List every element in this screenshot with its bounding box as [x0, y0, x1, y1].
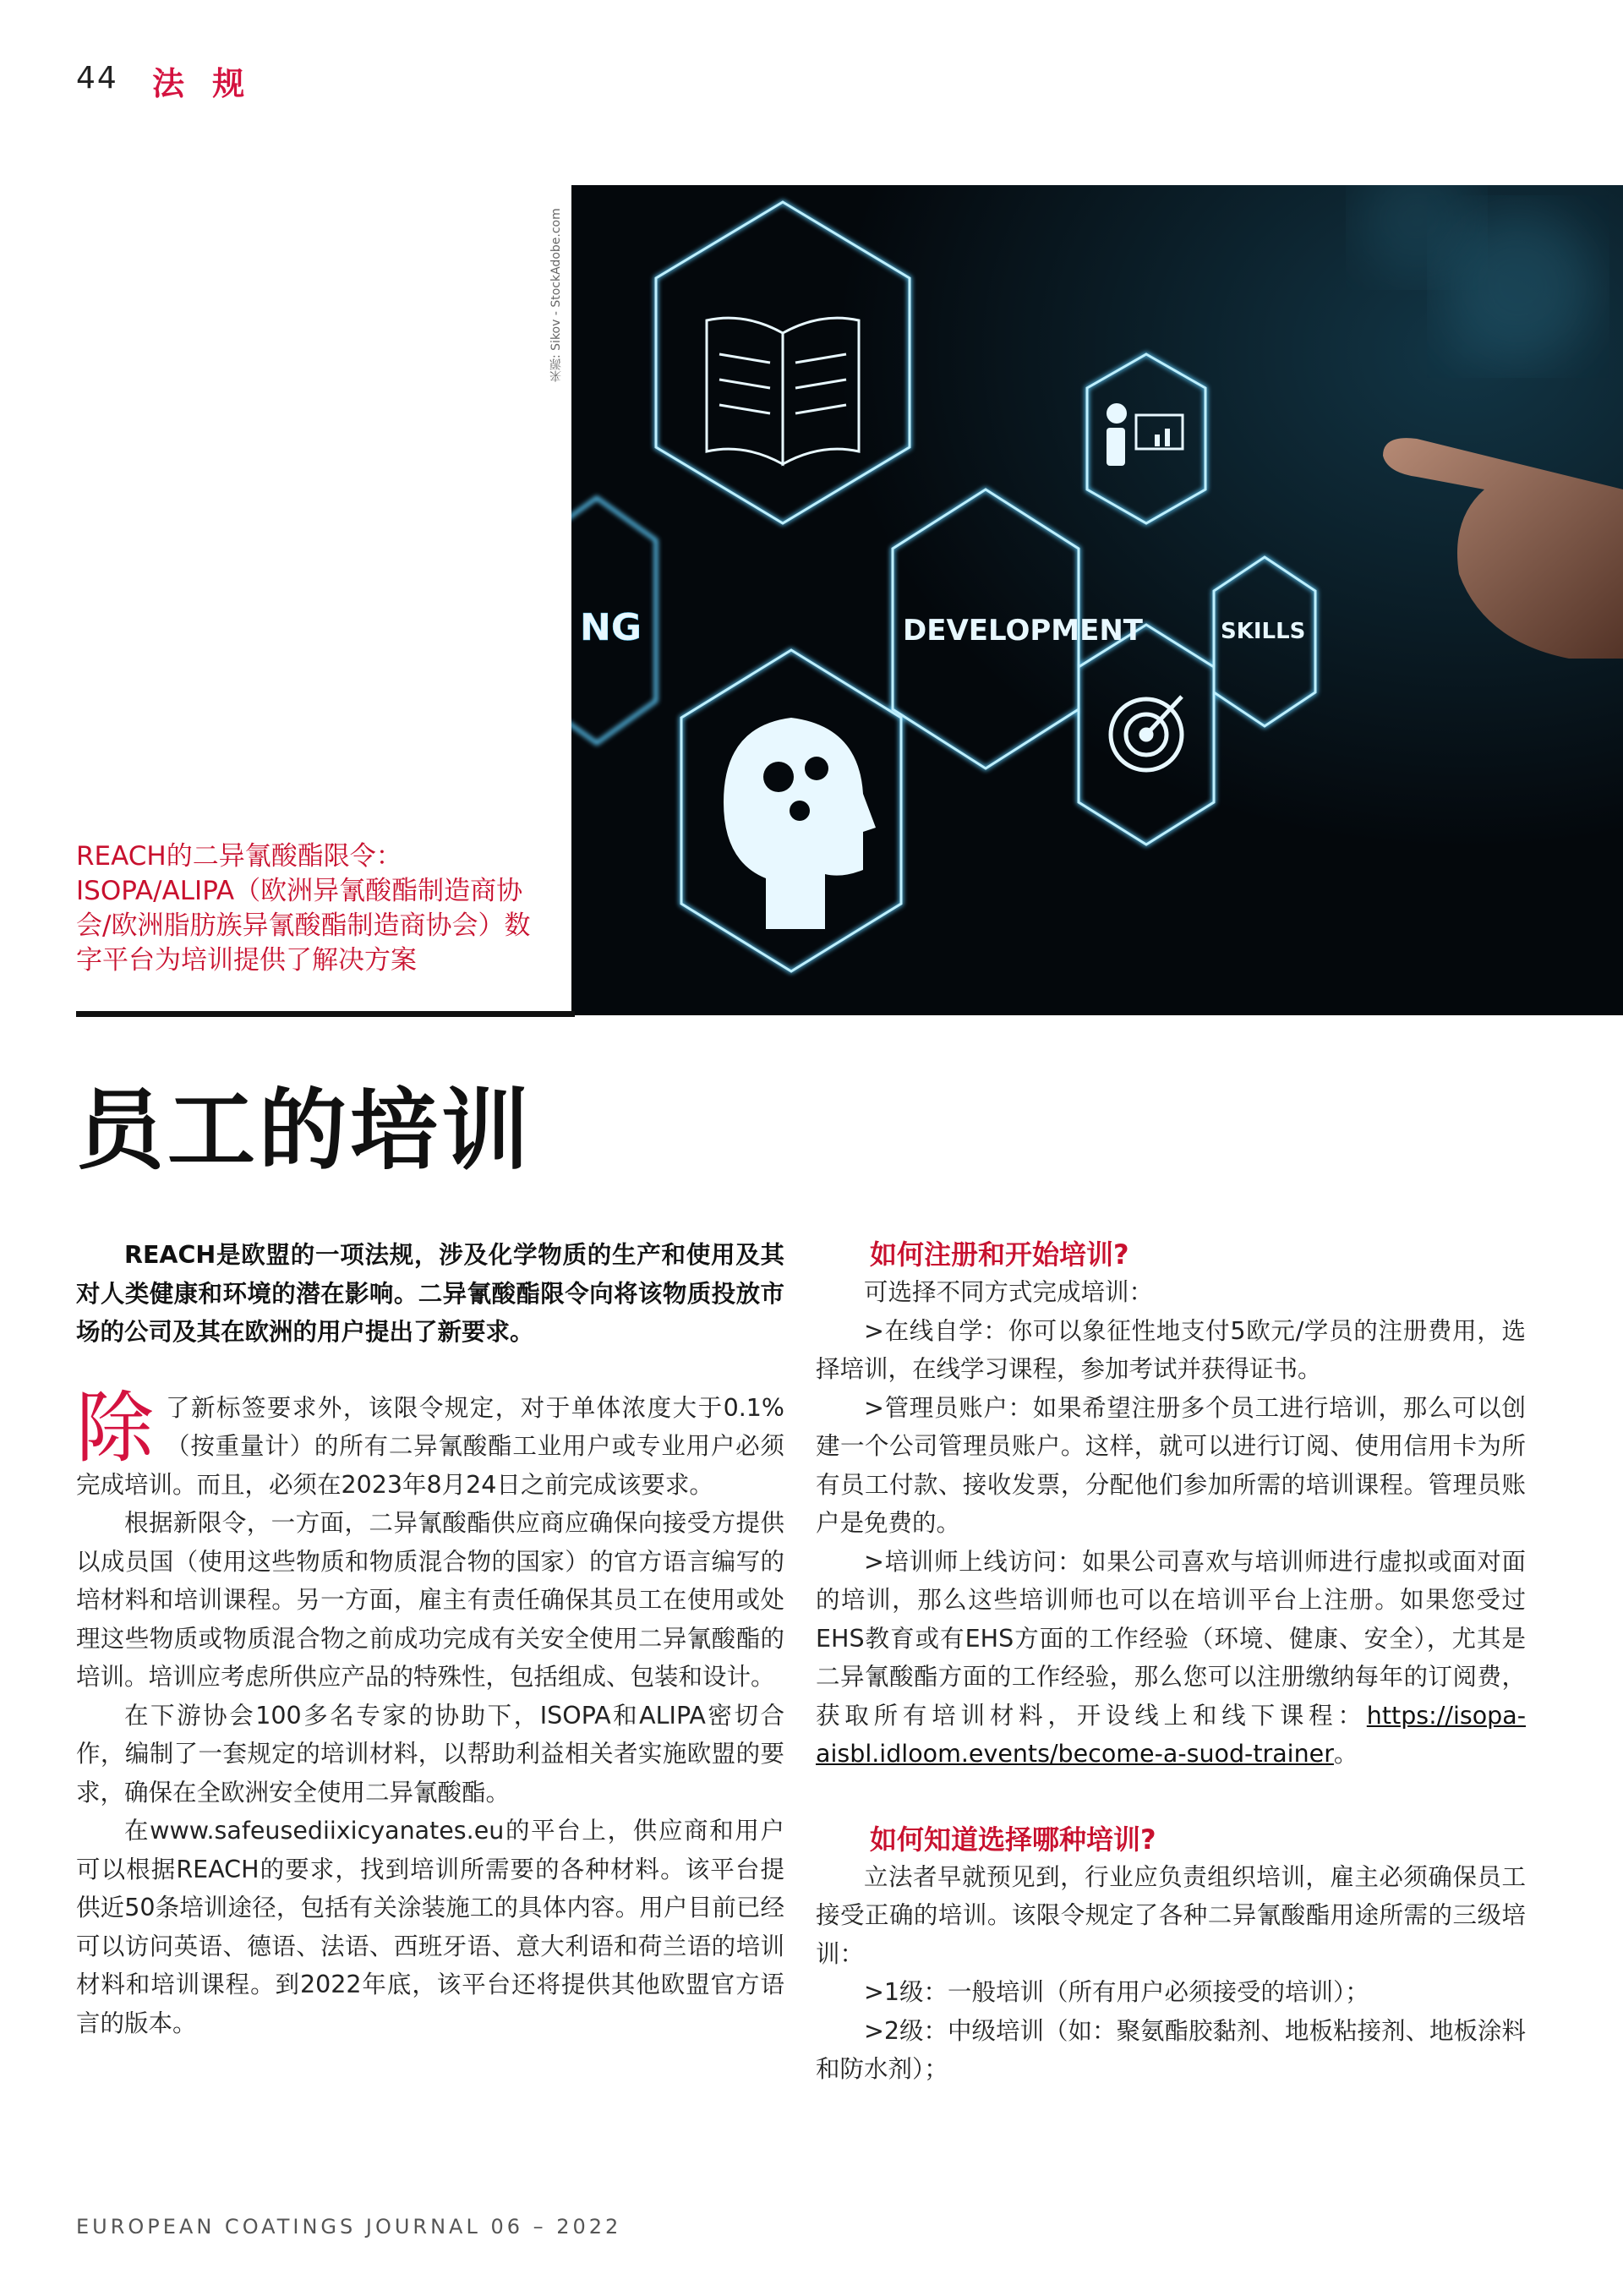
hero-label-left: NG — [580, 606, 642, 649]
page-number: 44 — [76, 61, 118, 96]
left-column — [76, 1236, 784, 2042]
hero-label-right: SKILLS — [1221, 619, 1306, 644]
right-paragraph-4-text: >培训师上线访问：如果公司喜欢与培训师进行虚拟或面对面的培训，那么这些培训师也可以在培训平台上注册。如果您受过EHS教育或有EHS方面的工作经验（环境、健康、安全），尤其是二异氰酸酯方面的工作经验，那么您可以注册缴纳每年的订阅费，获取所有培训材料，开设线上和线下课程： — [816, 1547, 1526, 1730]
paragraph-2: 根据新限令，一方面，二异氰酸酯供应商应确保向接受方提供以成员国（使用这些物质和物质混合物的国家）的官方语言编写的培材料和培训课程。另一方面，雇主有责任确保其员工在使用或处理这些物质或物质混合物之前成功完成有关安全使用二异氰酸酯的培训。培训应考虑所供应产品的特殊性，包括组成、包装和设计。 — [76, 1509, 784, 1691]
subhead-choose: 如何知道选择哪种培训? — [870, 1823, 1156, 1856]
right-paragraph-3: >管理员账户：如果希望注册多个员工进行培训，那么可以创建一个公司管理员账户。这样，就可以进行订阅、使用信用卡为所有员工付款、接收发票，分配他们参加所需的培训课程。管理员账户是免费的。 — [816, 1393, 1526, 1537]
paragraph-1-text: 了新标签要求外，该限令规定，对于单体浓度大于0.1%（按重量计）的所有二异氰酸酯工业用户或专业用户必须完成培训。而且，必须在2023年8月24日之前完成该要求。 — [76, 1393, 784, 1499]
right-paragraph-6: >1级：一般培训（所有用户必须接受的培训）； — [864, 1978, 1369, 2006]
trainer-link[interactable]: https://isopa-aisbl.idloom.events/become-a-suod-trainer — [816, 1701, 1526, 1768]
article-title: 员工的培训 — [76, 1079, 533, 1182]
subhead-register: 如何注册和开始培训? — [870, 1238, 1129, 1271]
right-paragraph-7: >2级：中级培训（如：聚氨酯胶黏剂、地板粘接剂、地板涂料和防水剂）； — [816, 2016, 1527, 2083]
paragraph-1 — [76, 1382, 784, 1505]
hero-image — [571, 185, 1623, 1015]
journal-footer: EUROPEAN COATINGS JOURNAL 06 – 2022 — [76, 2215, 622, 2239]
hero-caption: REACH的二异氰酸酯限令：ISOPA/ALIPA（欧洲异氰酸酯制造商协会/欧洲脂肪族异氰酸酯制造商协会）数字平台为培训提供了解决方案 — [76, 841, 531, 976]
paragraph-3: 在下游协会100多名专家的协助下，ISOPA和ALIPA密切合作，编制了一套规定的培训材料，以帮助利益相关者实施欧盟的要求，确保在全欧洲安全使用二异氰酸酯。 — [76, 1701, 784, 1807]
right-paragraph-4-end: 。 — [1333, 1740, 1358, 1768]
drop-cap: 除 — [76, 1382, 155, 1473]
caption-rule — [76, 1011, 575, 1017]
lead-paragraph: REACH是欧盟的一项法规，涉及化学物质的生产和使用及其对人类健康和环境的潜在影响。二异氰酸酯限令向将该物质投放市场的公司及其在欧洲的用户提出了新要求。 — [76, 1241, 784, 1346]
paragraph-4: 在www.safeusediixicyanates.eu的平台上，供应商和用户可以根据REACH的要求，找到培训所需要的各种材料。该平台提供近50条培训途径，包括有关涂装施工的具体内容。用户目前已经可以访问英语、德语、法语、西班牙语、意大利语和荷兰语的培训材料和培训课程。到2022年底，该平台还将提供其他欧盟官方语言的版本。 — [76, 1817, 784, 2037]
right-paragraph-2: >在线自学：你可以象征性地支付5欧元/学员的注册费用，选择培训，在线学习课程，参加考试并获得证书。 — [816, 1316, 1526, 1383]
right-paragraph-4 — [816, 1543, 1526, 1774]
right-column — [816, 1236, 1526, 2089]
right-paragraph-1: 可选择不同方式完成培训： — [864, 1278, 1154, 1306]
section-title: 法 规 — [152, 65, 254, 102]
right-paragraph-5: 立法者早就预见到，行业应负责组织培训，雇主必须确保员工接受正确的培训。该限令规定了各种二异氰酸酯用途所需的三级培训： — [816, 1862, 1526, 1968]
hero-label-center: DEVELOPMENT — [903, 614, 1143, 648]
image-credit: 来源: Sikov - StockAdobe.com — [549, 208, 563, 382]
hero-illustration — [571, 185, 1623, 1015]
